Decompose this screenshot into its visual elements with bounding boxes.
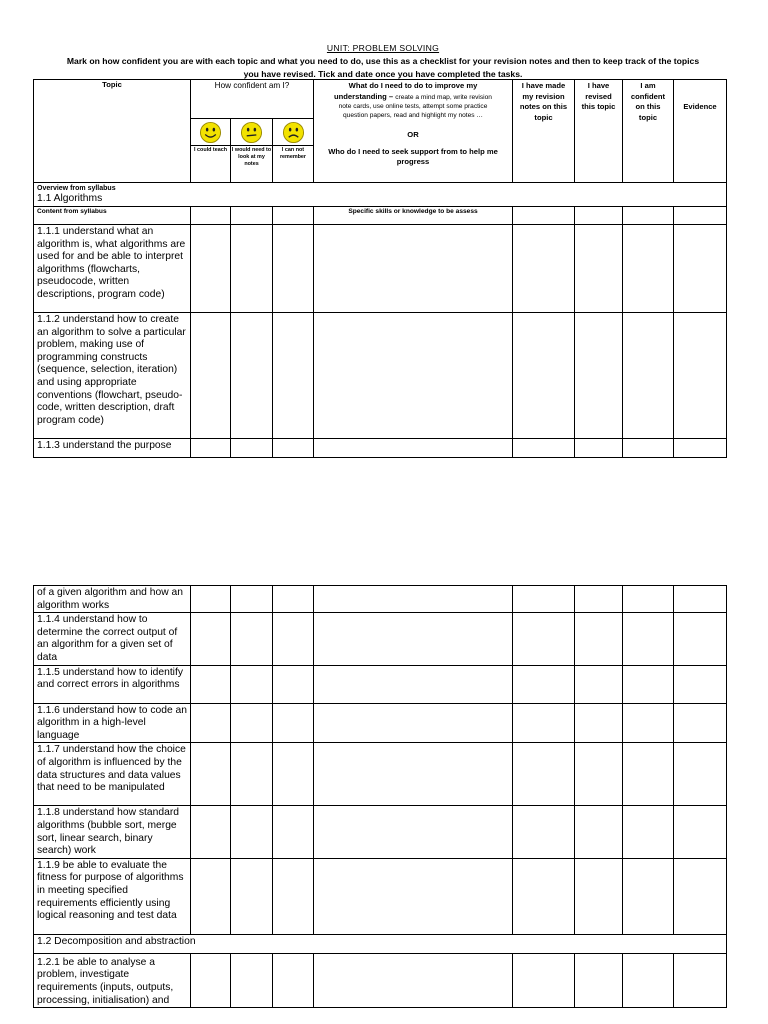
table-cell[interactable]	[273, 586, 314, 613]
table-cell[interactable]	[314, 665, 513, 703]
table-cell[interactable]	[674, 207, 727, 225]
table-cell[interactable]	[575, 806, 623, 858]
table-cell[interactable]	[273, 313, 314, 439]
revision-notes-column-header: I have made my revision notes on this topic	[513, 80, 575, 183]
table-cell[interactable]	[231, 953, 273, 1007]
topic-cell: of a given algorithm and how an algorithm works	[34, 586, 191, 613]
table-cell[interactable]	[623, 806, 674, 858]
table-cell[interactable]	[513, 313, 575, 439]
table-cell[interactable]	[191, 225, 231, 313]
topic-cell: 1.1.6 understand how to code an algorithm in a high-level language	[34, 703, 191, 743]
table-cell[interactable]	[231, 703, 273, 743]
table-cell[interactable]	[314, 586, 513, 613]
table-row	[34, 806, 727, 858]
table-row	[34, 858, 727, 934]
table-cell[interactable]	[674, 586, 727, 613]
table-cell[interactable]	[575, 858, 623, 934]
table-cell[interactable]	[623, 225, 674, 313]
table-cell[interactable]	[623, 313, 674, 439]
overview-row	[34, 183, 727, 207]
face-sad-label: I can not remember	[273, 145, 313, 161]
table-cell[interactable]	[575, 207, 623, 225]
table-cell[interactable]	[314, 743, 513, 806]
table-cell[interactable]	[231, 665, 273, 703]
frowning-face-icon	[282, 121, 305, 144]
face-neutral-label: I would need to look at my notes	[231, 147, 272, 167]
content-label: Content from syllabus	[34, 207, 191, 225]
checklist-table-page-1	[33, 79, 727, 458]
revised-column-header: I have revised this topic	[575, 80, 623, 183]
table-cell[interactable]	[231, 313, 273, 439]
table-cell[interactable]	[231, 743, 273, 806]
table-cell[interactable]	[513, 953, 575, 1007]
table-row	[34, 953, 727, 1007]
table-cell[interactable]	[273, 806, 314, 858]
table-row	[34, 225, 727, 313]
table-cell[interactable]	[513, 703, 575, 743]
table-cell[interactable]	[314, 225, 513, 313]
confidence-column-header: How confident am I? I could teach I would need to look at my notes I can not remember	[191, 80, 314, 183]
table-cell[interactable]	[674, 858, 727, 934]
table-cell[interactable]	[191, 207, 231, 225]
table-row	[34, 665, 727, 703]
table-cell[interactable]	[314, 613, 513, 665]
table-cell[interactable]	[623, 858, 674, 934]
table-cell[interactable]	[231, 439, 273, 458]
table-cell[interactable]	[314, 953, 513, 1007]
table-cell[interactable]	[575, 665, 623, 703]
table-cell[interactable]	[273, 743, 314, 806]
smiling-face-icon	[199, 121, 222, 144]
table-cell[interactable]	[575, 613, 623, 665]
section-title: 1.1 Algorithms	[37, 193, 103, 204]
table-row	[34, 743, 727, 806]
table-cell[interactable]	[674, 743, 727, 806]
table-cell[interactable]	[623, 703, 674, 743]
topic-column-header: Topic	[34, 80, 191, 183]
topic-cell: 1.1.1 understand what an algorithm is, what algorithms are used for and be able to interpret algorithms (flowcharts, pseudocode, written descriptions, program code)	[34, 225, 191, 313]
table-cell[interactable]	[231, 225, 273, 313]
table-cell[interactable]	[191, 586, 231, 613]
topic-cell: 1.1.2 understand how to create an algorithm to solve a particular problem, making use of programming constructs (sequence, selection, iteration) and using appropriate conventions (flowchart, pseudo-code, written description, draft program code)	[34, 313, 191, 439]
table-cell[interactable]	[273, 207, 314, 225]
table-cell[interactable]	[575, 225, 623, 313]
table-cell[interactable]	[674, 953, 727, 1007]
table-cell[interactable]	[623, 953, 674, 1007]
topic-cell: 1.1.9 be able to evaluate the fitness for purpose of algorithms in meeting specified requirements efficiently using logical reasoning and test data	[34, 858, 191, 934]
table-cell[interactable]	[191, 665, 231, 703]
table-cell[interactable]	[273, 439, 314, 458]
table-cell[interactable]	[231, 806, 273, 858]
topic-cell: 1.1.3 understand the purpose	[34, 439, 191, 458]
table-cell[interactable]	[513, 665, 575, 703]
checklist-table-page-2	[33, 585, 727, 1008]
table-cell[interactable]	[575, 313, 623, 439]
table-cell[interactable]	[273, 665, 314, 703]
topic-cell: 1.1.7 understand how the choice of algorithm is influenced by the data structures and data values that need to be manipulated	[34, 743, 191, 806]
table-cell[interactable]	[513, 806, 575, 858]
table-cell[interactable]	[314, 858, 513, 934]
table-cell[interactable]	[191, 439, 231, 458]
topic-cell: 1.1.8 understand how standard algorithms (bubble sort, merge sort, linear search, binary search) work	[34, 806, 191, 858]
topic-cell: 1.1.5 understand how to identify and correct errors in algorithms	[34, 665, 191, 703]
page-heading	[34, 42, 732, 81]
table-cell[interactable]	[231, 586, 273, 613]
table-cell[interactable]	[191, 806, 231, 858]
table-cell[interactable]	[273, 703, 314, 743]
topic-cell: 1.2.1 be able to analyse a problem, investigate requirements (inputs, outputs, processing, initialisation) and	[34, 953, 191, 1007]
table-cell[interactable]	[674, 313, 727, 439]
overview-label: Overview from syllabus	[37, 185, 116, 192]
table-cell[interactable]	[273, 953, 314, 1007]
table-cell[interactable]	[273, 613, 314, 665]
evidence-column-header: Evidence	[674, 80, 727, 183]
face-happy-cell	[191, 119, 231, 182]
table-row	[34, 703, 727, 743]
table-cell[interactable]	[575, 439, 623, 458]
table-cell[interactable]	[575, 586, 623, 613]
section-title: 1.2 Decomposition and abstraction	[34, 934, 727, 953]
table-cell[interactable]	[314, 703, 513, 743]
table-cell[interactable]	[314, 439, 513, 458]
instructions-line-1: Mark on how confident you are with each topic and what you need to do, use this as a checklist for your revision notes and then to keep track of the topics	[66, 56, 700, 66]
table-row	[34, 439, 727, 458]
table-cell[interactable]	[575, 743, 623, 806]
table-cell[interactable]	[623, 439, 674, 458]
unit-title: UNIT: PROBLEM SOLVING	[326, 43, 440, 53]
table-cell[interactable]	[623, 613, 674, 665]
table-cell[interactable]	[513, 225, 575, 313]
table-cell[interactable]	[273, 225, 314, 313]
table-cell[interactable]	[513, 613, 575, 665]
topic-cell: 1.1.4 understand how to determine the correct output of an algorithm for a given set of data	[34, 613, 191, 665]
table-cell[interactable]	[674, 439, 727, 458]
table-cell[interactable]	[575, 953, 623, 1007]
table-cell[interactable]	[575, 703, 623, 743]
table-cell[interactable]	[191, 743, 231, 806]
table-cell[interactable]	[191, 858, 231, 934]
table-cell[interactable]	[273, 858, 314, 934]
table-cell[interactable]	[674, 806, 727, 858]
table-cell[interactable]	[513, 439, 575, 458]
table-cell[interactable]	[191, 613, 231, 665]
face-neutral-cell	[231, 119, 273, 182]
skills-label: Specific skills or knowledge to be assess	[314, 207, 513, 225]
table-cell[interactable]	[231, 207, 273, 225]
table-cell[interactable]	[314, 806, 513, 858]
table-cell[interactable]	[674, 613, 727, 665]
table-cell[interactable]	[674, 665, 727, 703]
table-row	[34, 586, 727, 613]
table-cell[interactable]	[191, 313, 231, 439]
table-cell[interactable]	[674, 225, 727, 313]
table-cell[interactable]	[623, 743, 674, 806]
table-cell[interactable]	[623, 586, 674, 613]
table-cell[interactable]	[191, 953, 231, 1007]
table-cell[interactable]	[513, 586, 575, 613]
table-cell[interactable]	[674, 703, 727, 743]
confident-column-header: I am confident on this topic	[623, 80, 674, 183]
table-cell[interactable]	[513, 858, 575, 934]
table-cell[interactable]	[513, 743, 575, 806]
table-cell[interactable]	[513, 207, 575, 225]
table-row	[34, 613, 727, 665]
table-cell[interactable]	[191, 703, 231, 743]
table-cell[interactable]	[623, 665, 674, 703]
neutral-face-icon	[240, 121, 263, 144]
face-happy-label: I could teach	[191, 145, 230, 154]
table-cell[interactable]	[231, 613, 273, 665]
improve-column-header: What do I need to do to improve my understanding – create a mind map, write revision note cards, use online tests, attempt some practice question papers, read and highlight my notes … OR Who do I need to seek support from to help me progress	[314, 80, 513, 183]
instructions-line-2: you have revised. Tick and date once you have completed the tasks.	[243, 69, 523, 79]
table-cell[interactable]	[623, 207, 674, 225]
table-cell[interactable]	[314, 313, 513, 439]
table-cell[interactable]	[231, 858, 273, 934]
face-sad-cell	[273, 119, 313, 182]
table-row	[34, 313, 727, 439]
